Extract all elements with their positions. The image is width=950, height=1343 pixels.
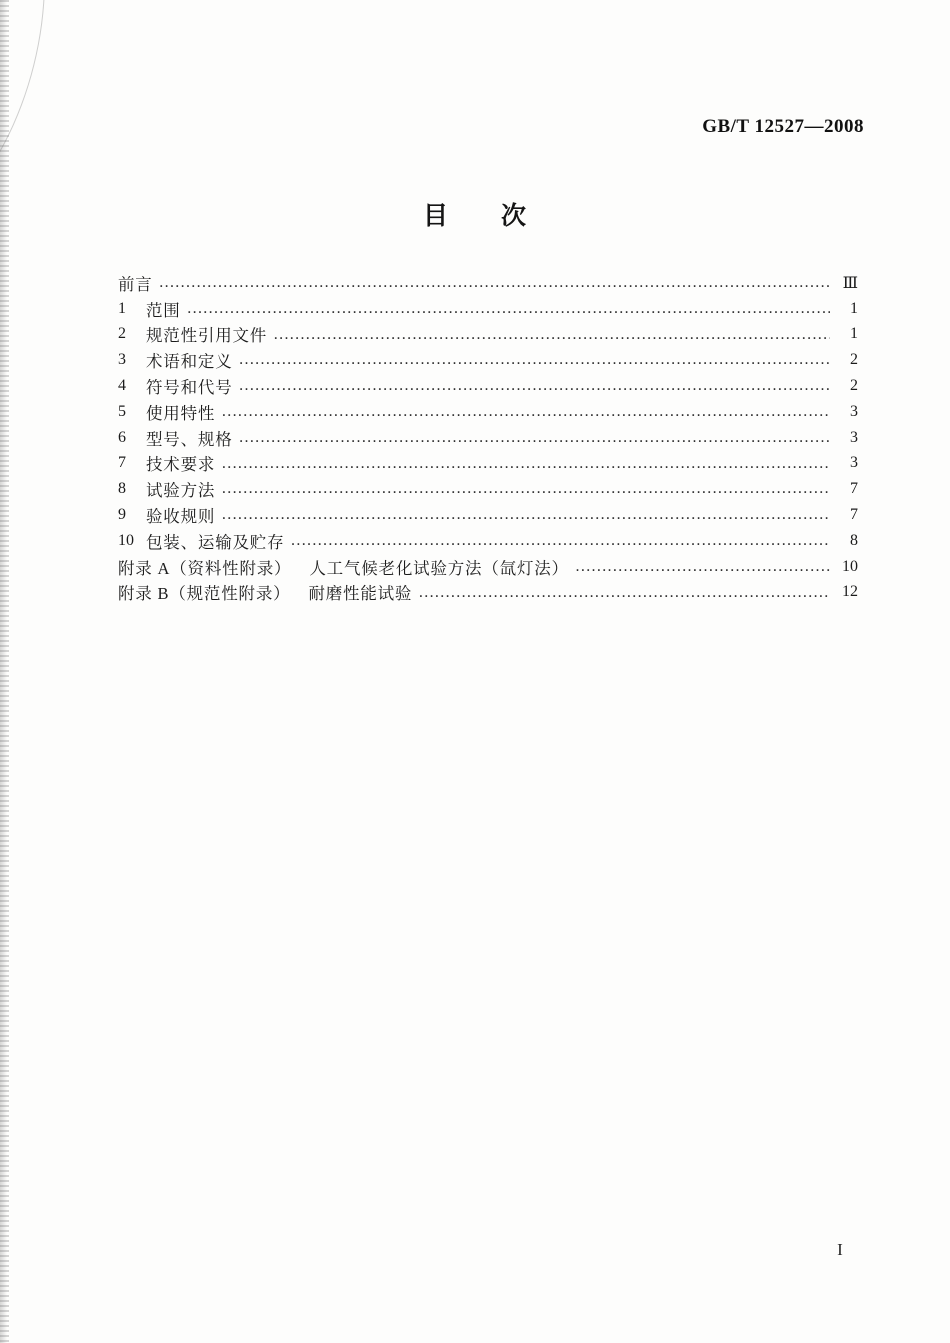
scan-corner-artifact bbox=[0, 0, 86, 274]
toc-entry-page: 8 bbox=[850, 531, 858, 549]
toc-entry-subtitle: 耐磨性能试验 bbox=[308, 584, 413, 604]
toc-entry-number: 9 bbox=[118, 506, 126, 524]
toc-entry-page: 2 bbox=[850, 351, 858, 369]
toc-entry-label: 范围 bbox=[146, 300, 181, 320]
toc-entry bbox=[118, 347, 858, 373]
toc-entry-page: 7 bbox=[850, 506, 858, 524]
footer-page-number: I bbox=[837, 1240, 843, 1259]
dot-leader bbox=[239, 373, 831, 399]
toc-entry-page: 3 bbox=[850, 402, 858, 420]
dot-leader bbox=[187, 296, 830, 322]
toc-entry bbox=[118, 399, 858, 425]
toc-entry-label: 规范性引用文件 bbox=[146, 326, 268, 346]
dot-leader bbox=[159, 270, 830, 296]
toc-entry-page: 2 bbox=[850, 377, 858, 395]
toc-entry-appendix bbox=[118, 580, 858, 606]
dot-leader bbox=[221, 476, 830, 502]
toc-entry-number: 3 bbox=[118, 351, 126, 369]
toc-entry-page: 10 bbox=[842, 557, 858, 575]
toc-entry-number: 5 bbox=[118, 402, 126, 420]
dot-leader bbox=[221, 451, 830, 477]
toc-entry-label: 型号、规格 bbox=[146, 429, 233, 449]
toc-entry-appendix bbox=[118, 554, 858, 580]
toc-entry-page: 1 bbox=[850, 299, 858, 317]
dot-leader bbox=[221, 502, 830, 528]
toc-entry-page: Ⅲ bbox=[842, 274, 858, 292]
dot-leader bbox=[221, 399, 830, 425]
toc-entry-number: 7 bbox=[118, 454, 126, 472]
toc-entry-number: 6 bbox=[118, 428, 126, 446]
toc-entry-number: 8 bbox=[118, 480, 126, 498]
toc-entry-label: 符号和代号 bbox=[146, 378, 233, 398]
page-title: 目 次 bbox=[422, 203, 527, 230]
dot-leader bbox=[575, 554, 830, 580]
toc-entry-label: 附录 A（资料性附录） bbox=[118, 558, 292, 578]
toc-entry-label: 试验方法 bbox=[146, 481, 216, 501]
toc-entry-page: 1 bbox=[850, 325, 858, 343]
toc-entry-page: 3 bbox=[850, 428, 858, 446]
toc-entry-label: 附录 B（规范性附录） bbox=[118, 584, 291, 604]
dot-leader bbox=[273, 322, 830, 348]
toc-entry bbox=[118, 502, 858, 528]
toc-entry bbox=[118, 270, 858, 296]
toc-entry bbox=[118, 425, 858, 451]
toc-entry-label: 前言 bbox=[118, 274, 153, 294]
toc-entry-page: 3 bbox=[850, 454, 858, 472]
toc-entry-page: 12 bbox=[842, 583, 858, 601]
dot-leader bbox=[418, 580, 830, 606]
dot-leader bbox=[239, 425, 831, 451]
toc-entry-label: 包装、运输及贮存 bbox=[146, 532, 285, 552]
toc-entry-page: 7 bbox=[850, 480, 858, 498]
toc-entry-number: 10 bbox=[118, 531, 134, 549]
dot-leader bbox=[239, 347, 831, 373]
toc-entry bbox=[118, 322, 858, 348]
toc-entry-number: 4 bbox=[118, 377, 126, 395]
toc-entry bbox=[118, 528, 858, 554]
toc-entry-number: 1 bbox=[118, 299, 126, 317]
toc-entry bbox=[118, 451, 858, 477]
toc-entry bbox=[118, 296, 858, 322]
dot-leader bbox=[290, 528, 830, 554]
table-of-contents bbox=[118, 270, 858, 605]
toc-entry bbox=[118, 373, 858, 399]
toc-entry-label: 验收规则 bbox=[146, 507, 216, 527]
toc-entry-label: 术语和定义 bbox=[146, 352, 233, 372]
toc-entry-label: 技术要求 bbox=[146, 455, 216, 475]
toc-entry-number: 2 bbox=[118, 325, 126, 343]
toc-entry-subtitle: 人工气候老化试验方法（氙灯法） bbox=[309, 558, 569, 578]
toc-entry bbox=[118, 476, 858, 502]
standard-code: GB/T 12527—2008 bbox=[702, 116, 864, 137]
toc-entry-label: 使用特性 bbox=[146, 403, 216, 423]
